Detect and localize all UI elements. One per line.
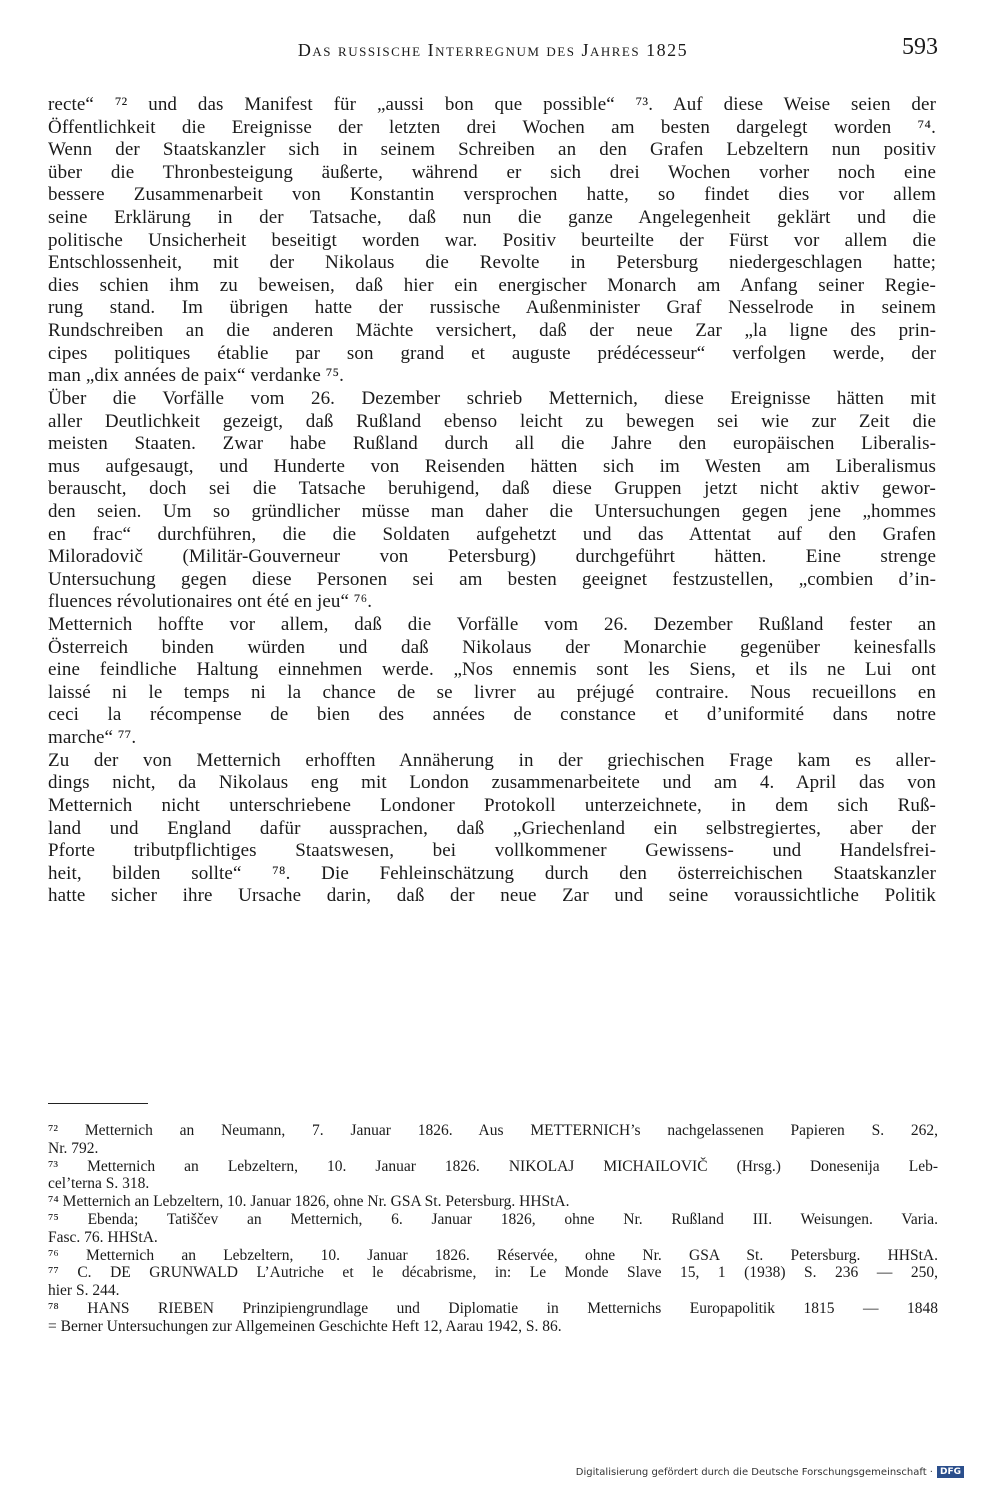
text-line: Zu der von Metternich erhofften Annäherung in der griechischen Frage kam es aller- xyxy=(48,749,936,771)
text-line: aller Deutlichkeit gezeigt, daß Rußland ebenso leicht zu bewegen sei wie zur Zeit die xyxy=(48,410,936,432)
text-line: über die Thronbesteigung äußerte, während er sich drei Wochen vorher noch eine xyxy=(48,161,936,183)
text-line: seine Erklärung in der Tatsache, daß nun die ganze Angelegenheit geklärt und die xyxy=(48,207,936,229)
footnote-divider xyxy=(48,1103,148,1104)
footnotes xyxy=(48,1122,938,1336)
footnote-line: ⁷² Metternich an Neumann, 7. Januar 1826. Aus METTERNICH’s nachgelassenen Papieren S. 262, xyxy=(48,1122,938,1139)
text-line: rung stand. Im übrigen hatte der russische Außenminister Graf Nesselrode in seinem xyxy=(48,297,936,319)
text-line: laissé ni le temps ni la chance de se livrer au préjugé contraire. Nous recueillons en xyxy=(48,681,936,703)
text-line: Österreich binden würden und daß Nikolaus der Monarchie gegenüber keinesfalls xyxy=(48,636,936,658)
text-line: Öffentlichkeit die Ereignisse der letzten drei Wochen am besten dargelegt worden ⁷⁴. xyxy=(48,116,936,138)
footnote-line: cel’terna S. 318. xyxy=(48,1175,150,1193)
text-line: bessere Zusammenarbeit von Konstantin versprochen hatte, so findet dies vor allem xyxy=(48,184,936,206)
text-line: ceci la récompense de bien des années de constance et d’uniformité dans notre xyxy=(48,704,936,726)
text-line: marche“ ⁷⁷. xyxy=(48,727,137,749)
running-title: Das russische Interregnum des Jahres 1825 xyxy=(297,40,689,60)
page-number: 593 xyxy=(902,34,938,60)
text-line: Rundschreiben an die anderen Mächte versichert, daß der neue Zar „la ligne des prin- xyxy=(48,320,936,342)
text-line: dings nicht, da Nikolaus eng mit London zusammenarbeitete und am 4. April das von xyxy=(48,772,936,794)
text-line: en frac“ durchführen, die die Soldaten aufgehetzt und das Attentat auf den Grafen xyxy=(48,523,936,545)
footnote-line: ⁷⁶ Metternich an Lebzeltern, 10. Januar 1826. Réservée, ohne Nr. GSA St. Petersburg. HHStA. xyxy=(48,1246,938,1264)
text-line: cipes politiques établie par son grand et auguste prédécesseur“ verfolgen werde, der xyxy=(48,342,936,364)
text-line: berauscht, doch sei die Tatsache beruhigend, daß diese Gruppen jetzt nicht aktiv gewor- xyxy=(48,478,936,500)
text-line: Untersuchung gegen diese Personen sei am besten geeignet festzustellen, „combien d’in- xyxy=(48,568,936,590)
text-line: Pforte tributpflichtiges Staatswesen, bei vollkommener Gewissens- und Handelsfrei- xyxy=(48,840,936,862)
text-line: politische Unsicherheit beseitigt worden war. Positiv beurteilte der Fürst vor allem die xyxy=(48,229,936,251)
text-line: mus aufgesaugt, und Hunderte von Reisenden hätten sich im Westen am Liberalismus xyxy=(48,455,936,477)
footnote-line: ⁷⁵ Ebenda; Tatiščev an Metternich, 6. Januar 1826, ohne Nr. Rußland III. Weisungen. Varia. xyxy=(48,1210,938,1228)
text-line: dies schien ihm zu beweisen, daß hier ein energischer Monarch am Anfang seiner Regie- xyxy=(48,274,936,296)
text-line: Über die Vorfälle vom 26. Dezember schrieb Metternich, diese Ereignisse hätten mit xyxy=(48,387,936,409)
running-header xyxy=(48,34,938,74)
text-line: man „dix années de paix“ verdanke ⁷⁵. xyxy=(48,365,345,387)
credit-text: Digitalisierung gefördert durch die Deutsche Forschungsgemeinschaft · xyxy=(575,1466,933,1478)
footnote-line: Fasc. 76. HHStA. xyxy=(48,1228,158,1246)
text-line: recte“ ⁷² und das Manifest für „aussi bon que possible“ ⁷³. Auf diese Weise seien der xyxy=(48,94,936,115)
text-line: meisten Staaten. Zwar habe Rußland durch all die Jahre den europäischen Liberalis- xyxy=(48,433,936,455)
text-line: land und England dafür aussprachen, daß „Griechenland ein selbstregiertes, aber der xyxy=(48,817,936,839)
text-line: Metternich hoffte vor allem, daß die Vorfälle vom 26. Dezember Rußland fester an xyxy=(48,614,936,636)
footnote-line: Nr. 792. xyxy=(48,1139,99,1157)
digitization-credit xyxy=(576,1466,964,1478)
text-line: Metternich nicht unterschriebene Londoner Protokoll unterzeichnete, in dem sich Ruß- xyxy=(48,794,936,816)
footnote-line: ⁷⁷ C. DE GRUNWALD L’Autriche et le décabrisme, in: Le Monde Slave 15, 1 (1938) S. 236 — 250, xyxy=(48,1264,938,1282)
text-line: eine feindliche Haltung einnehmen werde. „Nos ennemis sont les Siens, et ils ne Lui ont xyxy=(48,659,936,681)
text-line: fluences révolutionaires ont été en jeu“ ⁷⁶. xyxy=(48,591,373,613)
footnote-line: ⁷⁸ HANS RIEBEN Prinzipiengrundlage und Diplomatie in Metternichs Europapolitik 1815 — 1848 xyxy=(48,1299,938,1317)
text-line: Entschlossenheit, mit der Nikolaus die Revolte in Petersburg niedergeschlagen hatte; xyxy=(48,252,936,274)
footnote-line: hier S. 244. xyxy=(48,1282,120,1300)
text-line: heit, bilden sollte“ ⁷⁸. Die Fehleinschätzung durch den österreichischen Staatskanzler xyxy=(48,862,936,884)
text-line: Wenn der Staatskanzler sich in seinem Schreiben an den Grafen Lebzeltern nun positiv xyxy=(48,139,936,161)
text-line: hatte sicher ihre Ursache darin, daß der neue Zar und seine voraussichtliche Politik xyxy=(48,885,936,907)
main-text xyxy=(48,94,936,908)
footnote-line: = Berner Untersuchungen zur Allgemeinen Geschichte Heft 12, Aarau 1942, S. 86. xyxy=(48,1317,562,1335)
footnote-line: ⁷⁴ Metternich an Lebzeltern, 10. Januar 1826, ohne Nr. GSA St. Petersburg. HHStA. xyxy=(48,1193,570,1211)
footnote-line: ⁷³ Metternich an Lebzeltern, 10. Januar 1826. NIKOLAJ MICHAILOVIČ (Hrsg.) Donesenija Leb- xyxy=(48,1157,938,1175)
text-line: den seien. Um so gründlicher müsse man daher die Untersuchungen gegen jene „hommes xyxy=(48,500,936,522)
text-line: Miloradovič (Militär-Gouverneur von Petersburg) durchgeführt hätten. Eine strenge xyxy=(48,546,936,568)
dfg-logo: DFG xyxy=(937,1466,964,1478)
